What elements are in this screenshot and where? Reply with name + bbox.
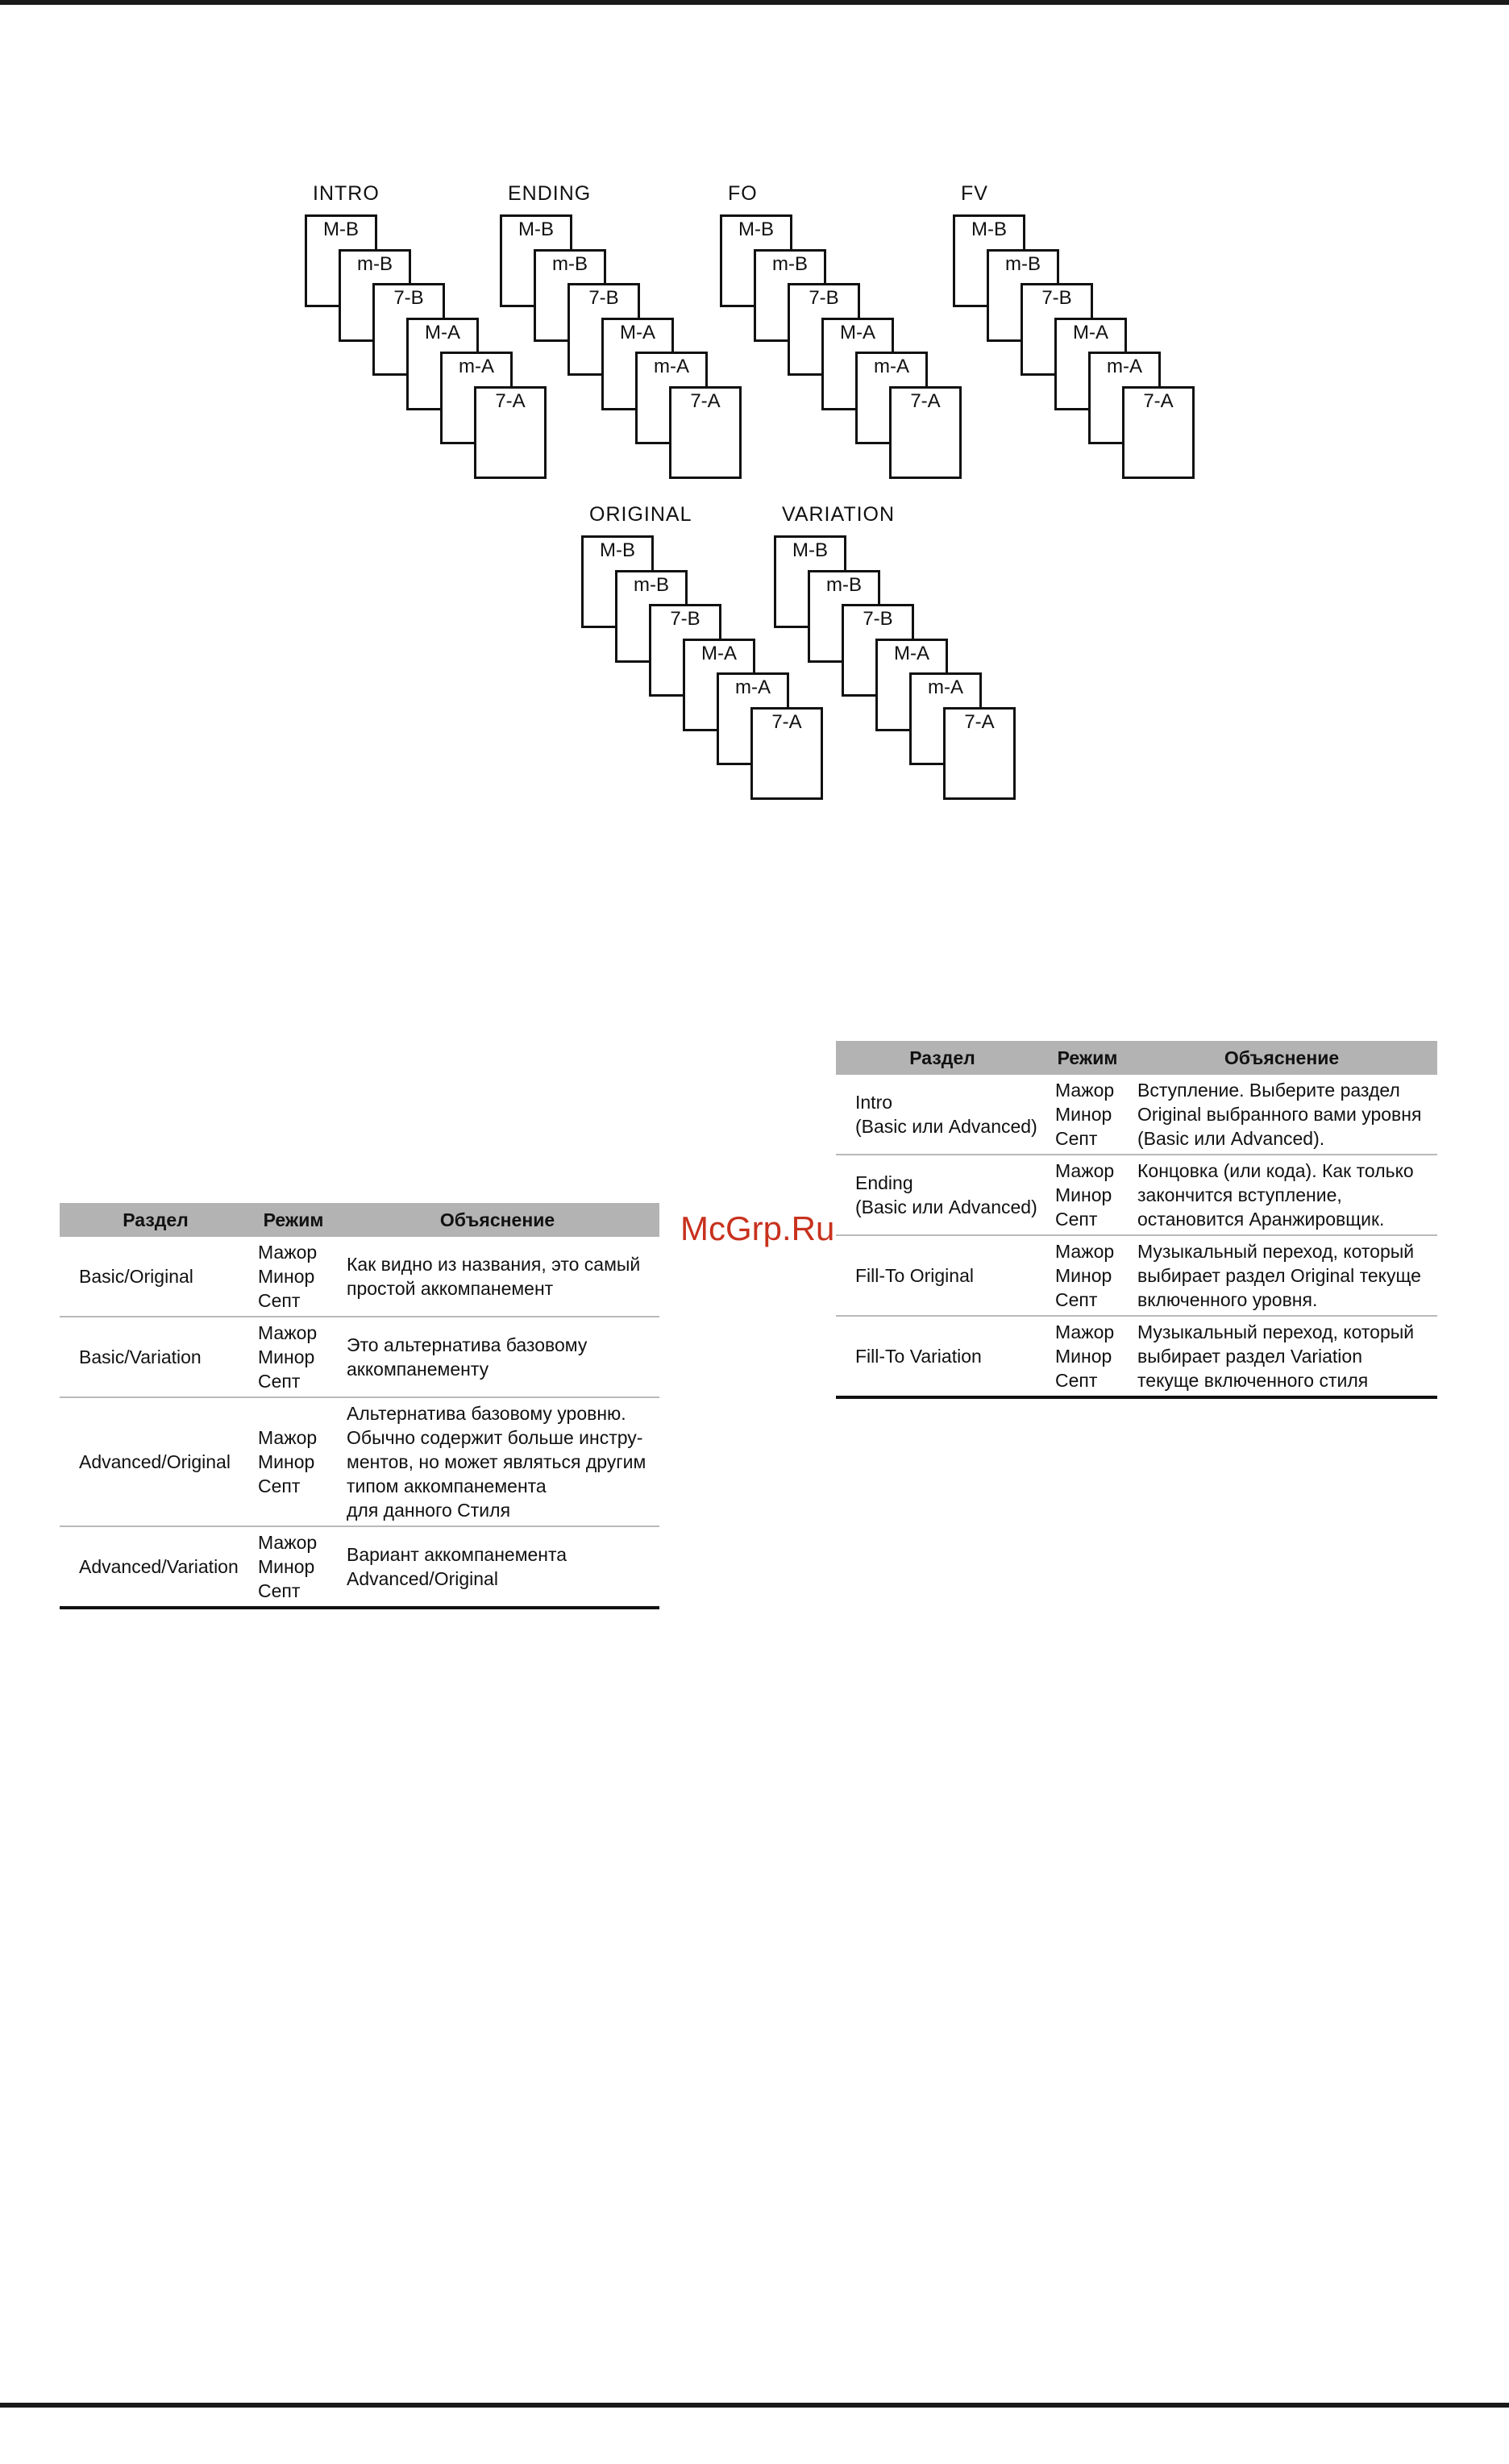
mode-cell-line: Мажор bbox=[1055, 1241, 1115, 1262]
diagram-card-label: m-B bbox=[552, 252, 588, 275]
diagram-card-label: M-B bbox=[518, 219, 554, 240]
section-cell-line: (Basic или Advanced) bbox=[855, 1197, 1037, 1217]
diagram-group-title: INTRO bbox=[313, 182, 380, 205]
mode-cell bbox=[1049, 1316, 1126, 1397]
section-cell bbox=[60, 1237, 252, 1317]
explanation-cell-line: Обычно содержит больше инстру- bbox=[347, 1427, 643, 1448]
diagram-card-label: 7-B bbox=[393, 287, 424, 309]
explanation-cell bbox=[1126, 1155, 1437, 1235]
explanation-cell-line: закончится вступление, bbox=[1137, 1184, 1342, 1205]
diagram-card-label: 7-B bbox=[863, 608, 893, 630]
explanation-cell bbox=[1126, 1075, 1437, 1155]
mode-cell-line: Септ bbox=[1055, 1209, 1098, 1230]
explanation-cell-line: Музыкальный переход, который bbox=[1137, 1321, 1415, 1342]
diagram-group-title: VARIATION bbox=[782, 503, 896, 526]
section-cell bbox=[60, 1317, 252, 1397]
table-row bbox=[60, 1526, 659, 1608]
mode-cell-line: Мажор bbox=[1055, 1321, 1115, 1342]
table-row bbox=[836, 1235, 1437, 1316]
section-cell bbox=[60, 1526, 252, 1608]
mode-cell-line: Минор bbox=[258, 1266, 315, 1287]
section-cell-line: Advanced/Original bbox=[79, 1451, 231, 1472]
diagram-card bbox=[750, 707, 823, 800]
mode-cell-line: Септ bbox=[1055, 1370, 1098, 1391]
explanation-cell-line: (Basic или Advanced). bbox=[1137, 1128, 1325, 1149]
diagram-group-title: FO bbox=[728, 182, 758, 205]
diagram-card-label: 7-B bbox=[670, 608, 700, 630]
section-cell-line: Fill-To Variation bbox=[855, 1346, 982, 1367]
bottom-rule bbox=[0, 2403, 1509, 2408]
diagram-card-label: m-B bbox=[634, 573, 669, 596]
diagram-card-label: 7-B bbox=[1041, 287, 1072, 309]
explanation-cell-line: выбирает раздел Original текуще bbox=[1137, 1265, 1421, 1286]
table-row bbox=[60, 1237, 659, 1317]
section-cell bbox=[60, 1397, 252, 1526]
mode-cell-line: Мажор bbox=[1055, 1080, 1115, 1101]
section-cell bbox=[836, 1155, 1049, 1235]
diagram-group-title: FV bbox=[961, 182, 988, 205]
explanation-cell-line: ментов, но может являться другим bbox=[347, 1451, 646, 1472]
explanation-cell-line: Музыкальный переход, который bbox=[1137, 1241, 1415, 1262]
mode-cell-line: Мажор bbox=[258, 1427, 318, 1448]
mode-cell-line: Септ bbox=[258, 1475, 301, 1496]
mode-cell-line: Мажор bbox=[258, 1532, 318, 1553]
diagram-card-label: M-B bbox=[738, 219, 774, 240]
explanation-cell-line: типом аккомпанемента bbox=[347, 1475, 547, 1496]
styles-table-body bbox=[60, 1237, 659, 1608]
column-header-section: Раздел bbox=[836, 1041, 1049, 1075]
diagram-card-label: M-A bbox=[425, 321, 460, 343]
mode-cell bbox=[252, 1526, 335, 1608]
diagram-card-label: 7-A bbox=[495, 389, 526, 412]
sections-table bbox=[836, 1041, 1437, 1399]
diagram-card-label: M-A bbox=[1073, 321, 1108, 343]
section-cell-line: (Basic или Advanced) bbox=[855, 1116, 1037, 1137]
section-cell-line: Fill-To Original bbox=[855, 1265, 974, 1286]
diagram-card-label: m-A bbox=[735, 676, 771, 698]
explanation-cell bbox=[335, 1397, 659, 1526]
mode-cell bbox=[252, 1397, 335, 1526]
column-header-explanation: Объяснение bbox=[335, 1203, 659, 1237]
explanation-cell-line: Advanced/Original bbox=[347, 1568, 498, 1589]
explanation-cell bbox=[1126, 1316, 1437, 1397]
explanation-cell-line: простой аккомпанемент bbox=[347, 1278, 554, 1299]
diagram-card-label: m-B bbox=[772, 252, 808, 275]
section-cell-line: Basic/Original bbox=[79, 1266, 193, 1287]
mode-cell-line: Септ bbox=[258, 1580, 301, 1601]
table-row bbox=[60, 1397, 659, 1526]
styles-table bbox=[60, 1203, 659, 1609]
diagram-group-title: ENDING bbox=[508, 182, 592, 205]
mode-cell-line: Мажор bbox=[258, 1242, 318, 1263]
diagram-card-label: M-B bbox=[600, 539, 635, 561]
diagram-card-label: m-A bbox=[459, 356, 494, 377]
diagram-card-label: M-B bbox=[971, 219, 1007, 240]
mode-cell-line: Мажор bbox=[258, 1322, 318, 1343]
mode-cell bbox=[252, 1237, 335, 1317]
column-header-mode: Режим bbox=[1049, 1041, 1126, 1075]
explanation-cell-line: Это альтернатива базовому bbox=[347, 1334, 588, 1355]
mode-cell-line: Минор bbox=[1055, 1104, 1112, 1125]
explanation-cell-line: Original выбранного вами уровня bbox=[1137, 1104, 1422, 1125]
explanation-cell-line: Концовка (или кода). Как только bbox=[1137, 1160, 1414, 1181]
section-cell-line: Basic/Variation bbox=[79, 1346, 202, 1367]
mode-cell-line: Минор bbox=[258, 1451, 315, 1472]
explanation-cell-line: для данного Стиля bbox=[347, 1500, 511, 1521]
section-cell-line: Intro bbox=[855, 1092, 893, 1113]
mode-cell bbox=[1049, 1075, 1126, 1155]
diagram-card-label: 7-B bbox=[588, 287, 619, 309]
diagram-card-label: m-A bbox=[654, 356, 689, 377]
diagram-card bbox=[943, 707, 1016, 800]
sections-table-body bbox=[836, 1075, 1437, 1397]
diagram-card-label: 7-A bbox=[771, 710, 802, 733]
mode-cell bbox=[1049, 1235, 1126, 1316]
diagram-card-label: 7-A bbox=[690, 389, 721, 412]
diagram-card-label: M-A bbox=[840, 321, 875, 343]
explanation-cell-line: выбирает раздел Variation bbox=[1137, 1346, 1362, 1367]
explanation-cell-line: включенного уровня. bbox=[1137, 1289, 1318, 1310]
diagram-card-label: m-A bbox=[874, 356, 909, 377]
table-row bbox=[836, 1075, 1437, 1155]
explanation-cell-line: Альтернатива базовому уровню. bbox=[347, 1403, 626, 1424]
section-cell bbox=[836, 1316, 1049, 1397]
table-row bbox=[60, 1317, 659, 1397]
table-header-row bbox=[836, 1041, 1437, 1075]
column-header-section: Раздел bbox=[60, 1203, 252, 1237]
diagram-card-label: 7-A bbox=[910, 389, 941, 412]
diagram-card-label: 7-A bbox=[1143, 389, 1174, 412]
mode-cell-line: Минор bbox=[258, 1556, 315, 1577]
explanation-cell bbox=[335, 1526, 659, 1608]
mode-cell bbox=[252, 1317, 335, 1397]
table-row bbox=[836, 1316, 1437, 1397]
explanation-cell bbox=[335, 1237, 659, 1317]
section-cell bbox=[836, 1075, 1049, 1155]
mode-cell-line: Мажор bbox=[1055, 1160, 1115, 1181]
diagram-card-label: M-A bbox=[620, 321, 655, 343]
table-header-row bbox=[60, 1203, 659, 1237]
diagram-group-title: ORIGINAL bbox=[589, 503, 692, 526]
diagram-card-label: 7-B bbox=[809, 287, 839, 309]
column-header-mode: Режим bbox=[252, 1203, 335, 1237]
section-cell-line: Advanced/Variation bbox=[79, 1556, 239, 1577]
diagram-card-label: m-A bbox=[928, 676, 963, 698]
mode-cell-line: Минор bbox=[1055, 1346, 1112, 1367]
mode-cell-line: Септ bbox=[258, 1290, 301, 1311]
top-rule bbox=[0, 0, 1509, 5]
mode-cell-line: Минор bbox=[258, 1346, 315, 1367]
mode-cell bbox=[1049, 1155, 1126, 1235]
explanation-cell-line: текуще включенного стиля bbox=[1137, 1370, 1369, 1391]
diagram-card-label: M-B bbox=[792, 539, 828, 561]
diagram-card bbox=[1122, 386, 1195, 479]
mode-cell-line: Минор bbox=[1055, 1265, 1112, 1286]
diagram-card-label: M-B bbox=[323, 219, 359, 240]
section-cell bbox=[836, 1235, 1049, 1316]
diagram-card bbox=[474, 386, 547, 479]
explanation-cell-line: аккомпанементу bbox=[347, 1359, 489, 1380]
mode-cell-line: Септ bbox=[258, 1371, 301, 1392]
explanation-cell-line: Вступление. Выберите раздел bbox=[1137, 1080, 1400, 1101]
diagram-card-label: M-A bbox=[701, 642, 737, 664]
explanation-cell bbox=[335, 1317, 659, 1397]
diagram-card-label: 7-A bbox=[964, 710, 995, 733]
explanation-cell-line: остановится Аранжировщик. bbox=[1137, 1209, 1385, 1230]
diagram-card-label: m-B bbox=[357, 252, 393, 275]
explanation-cell-line: Как видно из названия, это самый bbox=[347, 1254, 641, 1275]
diagram-card-label: M-A bbox=[894, 642, 929, 664]
diagram-card-label: m-B bbox=[826, 573, 862, 596]
explanation-cell-line: Вариант аккомпанемента bbox=[347, 1544, 567, 1565]
diagram-card-label: m-B bbox=[1005, 252, 1041, 275]
mode-cell-line: Септ bbox=[1055, 1289, 1098, 1310]
diagram-card bbox=[889, 386, 962, 479]
watermark: McGrp.Ru bbox=[680, 1209, 835, 1247]
section-cell-line: Ending bbox=[855, 1172, 913, 1193]
diagram-card bbox=[669, 386, 742, 479]
mode-cell-line: Минор bbox=[1055, 1184, 1112, 1205]
mode-cell-line: Септ bbox=[1055, 1128, 1098, 1149]
explanation-cell bbox=[1126, 1235, 1437, 1316]
table-row bbox=[836, 1155, 1437, 1235]
diagram-card-label: m-A bbox=[1107, 356, 1142, 377]
column-header-explanation: Объяснение bbox=[1126, 1041, 1437, 1075]
